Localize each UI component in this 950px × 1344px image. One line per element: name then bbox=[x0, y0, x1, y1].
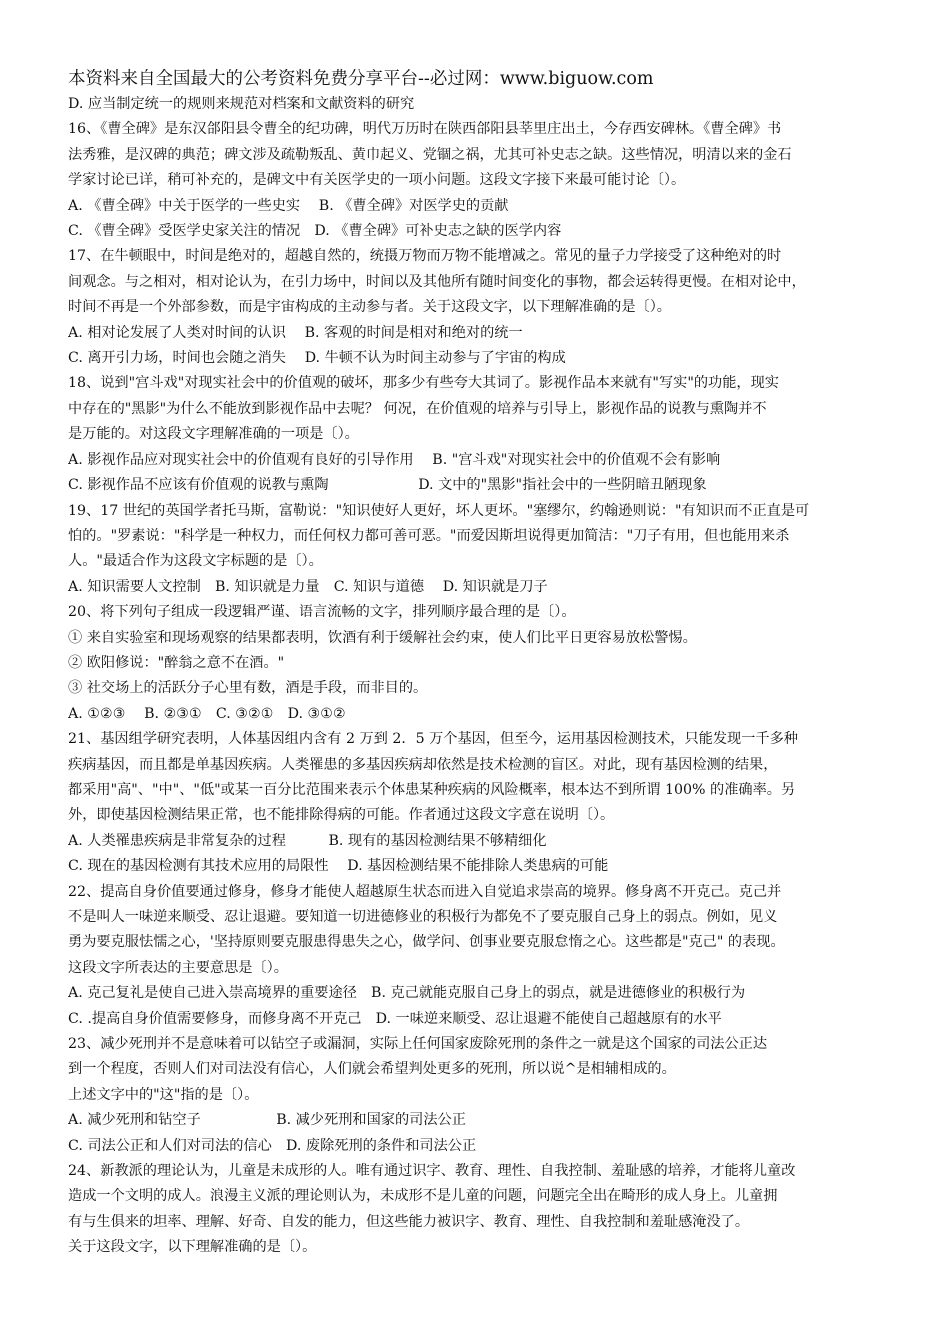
question-17-options: C. 离开引力场，时间也会随之消失 D. 牛顿不认为时间主动参与了宇宙的构成 bbox=[68, 350, 566, 367]
question-18-options: C. 影视作品不应该有价值观的说教与熏陶 D. 文中的"黑影"指社会中的一些阴暗丑陋现象 bbox=[68, 477, 707, 494]
source-header: 本资料来自全国最大的公考资料免费分享平台--必过网：www.biguow.com bbox=[68, 69, 654, 89]
question-23-text: 23、减少死刑并不是意味着可以钻空子或漏洞，实际上任何国家废除死刑的条件之一就是这个国家的司法公正达 bbox=[68, 1036, 768, 1053]
question-24-text: 关于这段文字，以下理解准确的是〔）。 bbox=[68, 1239, 317, 1256]
question-16-text: 学家讨论已详，稍可补充的，是碑文中有关医学史的一项小问题。这段文字接下来最可能讨论〔）。 bbox=[68, 172, 686, 189]
question-18-text: 18、说到"宫斗戏"对现实社会中的价值观的破坏，那多少有些夸大其词了。影视作品本来就有"写实"的功能，现实 bbox=[68, 375, 779, 392]
question-21-text: 都采用"高"、"中"、"低"或某一百分比范围来表示个体患某种疾病的风险概率，根本达不到所谓 100% 的准确率。另 bbox=[68, 781, 796, 798]
question-22-options: C. .提高自身价值需要修身，而修身离不开克己 D. 一味逆来顺受、忍让退避不能使自己超越原有的水平 bbox=[68, 1010, 722, 1027]
question-16-options: C. 《曹全碑》受医学史家关注的情况 D. 《曹全碑》可补史志之缺的医学内容 bbox=[68, 223, 562, 240]
question-23-text: 上述文字中的"这"指的是〔）。 bbox=[68, 1086, 259, 1103]
question-21-text: 21、基因组学研究表明，人体基因组内含有 2 万到 2．5 万个基因，但至今，运用基因检测技术，只能发现一千多种 bbox=[68, 731, 798, 748]
question-17-text: 间观念。与之相对，相对论认为，在引力场中，时间以及其他所有随时间变化的事物，都会运转得更慢。在相对论中， bbox=[68, 273, 806, 290]
question-20-text: 20、将下列句子组成一段逻辑严谨、语言流畅的文字，排列顺序最合理的是〔）。 bbox=[68, 604, 576, 621]
question-18-options: A. 影视作品应对现实社会中的价值观有良好的引导作用 B. "宫斗戏"对现实社会中的价值观不会有影响 bbox=[68, 451, 721, 468]
question-22-text: 22、提高自身价值要通过修身，修身才能使人超越原生状态而进入自觉追求崇高的境界。修身离不开克己。克己并 bbox=[68, 883, 782, 900]
question-20-sentence-3: ③ 社交场上的活跃分子心里有数，酒是手段，而非目的。 bbox=[68, 680, 428, 697]
question-24-text: 24、新教派的理论认为，儿童是未成形的人。唯有通过识字、教育、理性、自我控制、羞耻感的培养，才能将儿童改 bbox=[68, 1163, 796, 1180]
document-body bbox=[68, 92, 890, 1261]
question-19-text: 怕的。"罗素说："科学是一种权力，而任何权力都可善可恶。"而爱因斯坦说得更加简洁："刀子有用，但也能用来杀 bbox=[68, 527, 790, 544]
question-20-sentence-2: ② 欧阳修说："醉翁之意不在酒。" bbox=[68, 654, 285, 671]
question-21-text: 疾病基因，而且都是单基因疾病。人类罹患的多基因疾病却依然是技术检测的盲区。对此，现有基因检测的结果， bbox=[68, 756, 778, 773]
question-24-text: 造成一个文明的成人。浪漫主义派的理论则认为，未成形不是儿童的问题，问题完全出在畸形的成人身上。儿童拥 bbox=[68, 1188, 778, 1205]
question-20-options: A. ①②③ B. ②③① C. ③②① D. ③①② bbox=[68, 705, 346, 722]
question-24-text: 有与生俱来的坦率、理解、好奇、自发的能力，但这些能力被识字、教育、理性、自我控制和羞耻感淹没了。 bbox=[68, 1213, 750, 1230]
question-23-text: 到一个程度，否则人们对司法没有信心，人们就会希望判处更多的死刑，所以说^是相辅相成的。 bbox=[68, 1061, 676, 1078]
question-17-text: 时间不再是一个外部参数，而是宇宙构成的主动参与者。关于这段文字，以下理解准确的是〔）。 bbox=[68, 299, 671, 316]
question-23-options: C. 司法公正和人们对司法的信心 D. 废除死刑的条件和司法公正 bbox=[68, 1137, 477, 1154]
question-21-options: C. 现在的基因检测有其技术应用的局限性 D. 基因检测结果不能排除人类患病的可能 bbox=[68, 858, 609, 875]
question-21-text: 外，即使基因检测结果正常，也不能排除得病的可能。作者通过这段文字意在说明〔）。 bbox=[68, 807, 615, 824]
question-20-sentence-1: ① 来自实验室和现场观察的结果都表明，饮酒有利于缓解社会约束，使人们比平日更容易放松警惕。 bbox=[68, 629, 697, 646]
question-22-options: A. 克己复礼是使自己进入崇高境界的重要途径 B. 克己就能克服自己身上的弱点，就是进德修业的积极行为 bbox=[68, 985, 746, 1002]
question-18-text: 是万能的。对这段文字理解准确的一项是〔）。 bbox=[68, 426, 359, 443]
question-16-options: A. 《曹全碑》中关于医学的一些史实 B. 《曹全碑》对医学史的贡献 bbox=[68, 197, 509, 214]
question-23-options: A. 减少死刑和钻空子 B. 减少死刑和国家的司法公正 bbox=[68, 1112, 466, 1129]
question-21-options: A. 人类罹患疾病是非常复杂的过程 B. 现有的基因检测结果不够精细化 bbox=[68, 832, 547, 849]
question-19-options: A. 知识需要人文控制 B. 知识就是力量 C. 知识与道德 D. 知识就是刀子 bbox=[68, 578, 548, 595]
question-16-text: 法秀雅，是汉碑的典范；碑文涉及疏勒叛乱、黄巾起义、党锢之祸，尤其可补史志之缺。这些情况，明清以来的金石 bbox=[68, 146, 792, 163]
answer-option-d-q15: D. 应当制定统一的规则来规范对档案和文献资料的研究 bbox=[68, 96, 415, 112]
question-22-text: 不是叫人一味逆来顺受、忍让退避。要知道一切进德修业的积极行为都免不了要克服自己身上的弱点。例如，见义 bbox=[68, 909, 778, 925]
question-19-text: 人。"最适合作为这段文字标题的是〔）。 bbox=[68, 553, 323, 570]
document-page bbox=[68, 64, 890, 1261]
question-22-text: 这段文字所表达的主要意思是〔）。 bbox=[68, 959, 288, 976]
question-17-text: 17、在牛顿眼中，时间是绝对的，超越自然的，统摄万物而万物不能增减之。常见的量子力学接受了这种绝对的时 bbox=[68, 248, 782, 265]
question-19-text: 19、17 世纪的英国学者托马斯，富勒说："知识使好人更好，坏人更坏。"塞缪尔，约翰逊则说："有知识而不正直是可 bbox=[68, 502, 810, 519]
question-18-text: 中存在的"黑影"为什么不能放到影视作品中去呢？ 何况，在价值观的培养与引导上，影视作品的说教与熏陶并不 bbox=[68, 400, 767, 417]
question-16-text: 16、《曹全碑》是东汉郃阳县令曹全的纪功碑，明代万历时在陕西郃阳县莘里庄出土，今存西安碑林。《曹全碑》书 bbox=[68, 121, 782, 138]
question-17-options: A. 相对论发展了人类对时间的认识 B. 客观的时间是相对和绝对的统一 bbox=[68, 324, 523, 341]
question-22-text: 勇为要克服怯懦之心，'坚持原则要克服患得患失之心，做学问、创事业要克服怠惰之心。这些都是"克己" 的表现。 bbox=[68, 934, 785, 951]
